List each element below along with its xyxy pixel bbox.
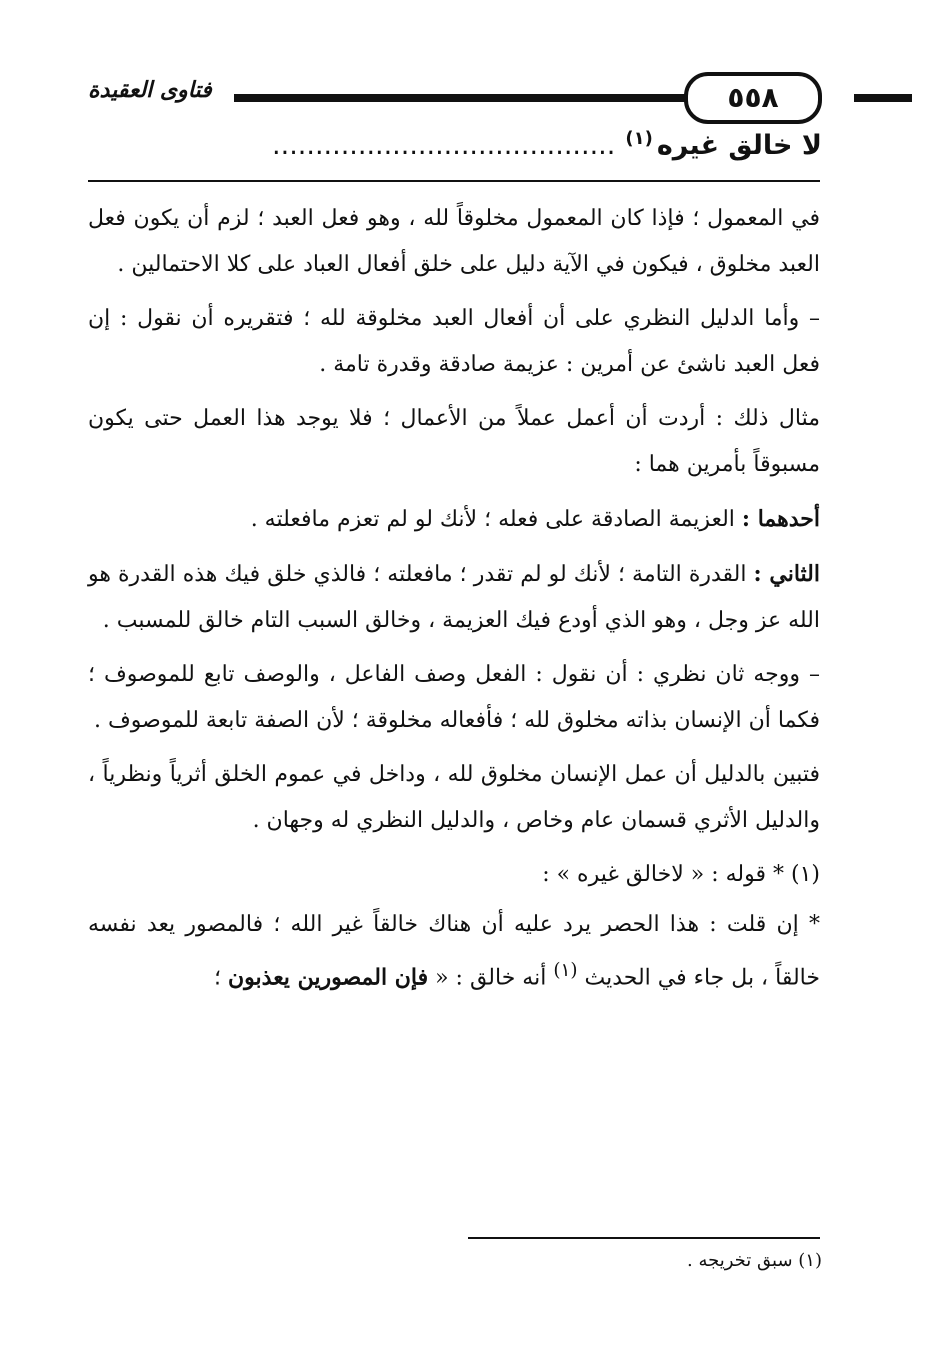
- section-footnote-ref: (١): [625, 128, 653, 149]
- book-title: فتاوى العقيدة: [84, 78, 216, 103]
- question-footnote-ref: (١): [553, 960, 578, 981]
- body-text: [88, 196, 820, 1009]
- question-lead: * إن قلت : هذا الحصر يرد عليه أن هناك خالقاً غير الله ؛ فالمصور يعد نفسه خالقاً ، بل جاء في الحديث: [88, 912, 820, 991]
- question-middle: أنه خالق : «: [428, 965, 554, 991]
- paragraph-first-condition: [88, 496, 820, 543]
- second-condition-text: القدرة التامة ؛ لأنك لو لم تقدر ؛ مافعلته ؛ فالذي خلق فيك هذه القدرة هو الله عز وجل ، وهو الذي أودع فيك العزيمة ، وخالق السبب التام خالق للمسبب .: [88, 562, 820, 633]
- heading-rule: [88, 180, 820, 182]
- paragraph: فتبين بالدليل أن عمل الإنسان مخلوق لله ، وداخل في عموم الخلق أثرياً ونظرياً ، والدليل الأثري قسمان عام وخاص ، والدليل النظري له وجهان .: [88, 762, 820, 833]
- section-dots: ........................................: [272, 130, 616, 161]
- first-condition-lead: أحدهما :: [741, 506, 820, 532]
- running-header: [84, 72, 824, 124]
- paragraph: مثال ذلك : أردت أن أعمل عملاً من الأعمال ؛ فلا يوجد هذا العمل حتى يكون مسبوقاً بأمرين هما :: [88, 406, 820, 477]
- question-tail: ؛: [214, 965, 228, 991]
- paragraph: – ووجه ثان نظري : أن نقول : الفعل وصف الفاعل ، والوصف تابع للموصوف ؛ فكما أن الإنسان بذاته مخلوق لله ؛ فأفعاله مخلوقة ؛ لأن الصفة تابعة للموصوف .: [88, 662, 820, 733]
- paragraph: – وأما الدليل النظري على أن أفعال العبد مخلوقة لله ؛ فتقريره أن نقول : إن فعل العبد ناشئ عن أمرين : عزيمة صادقة وقدرة تامة .: [88, 306, 820, 377]
- commentary-heading: (١) * قوله : « لاخالق غيره » :: [542, 862, 820, 887]
- footnote-rule: [468, 1237, 820, 1239]
- paragraph-second-condition: [88, 551, 820, 644]
- second-condition-lead: الثاني :: [753, 561, 820, 587]
- footnote: (١) سبق تخريجه .: [687, 1250, 822, 1271]
- section-heading: [272, 128, 822, 161]
- first-condition-text: العزيمة الصادقة على فعله ؛ لأنك لو لم تعزم مافعلته .: [250, 507, 742, 532]
- section-title: لا خالق غيره: [656, 130, 822, 161]
- question-paragraph: [88, 902, 820, 1001]
- header-rule-right: [854, 94, 912, 102]
- paragraph: في المعمول ؛ فإذا كان المعمول مخلوقاً لله ، وهو فعل العبد ؛ لزم أن يكون فعل العبد مخلوق ، فيكون في الآية دليل على خلق أفعال العباد على كلا الاحتمالين .: [88, 206, 820, 277]
- page-number: ٥٥٨: [684, 72, 822, 124]
- hadith-quote: فإن المصورين يعذبون: [228, 964, 429, 991]
